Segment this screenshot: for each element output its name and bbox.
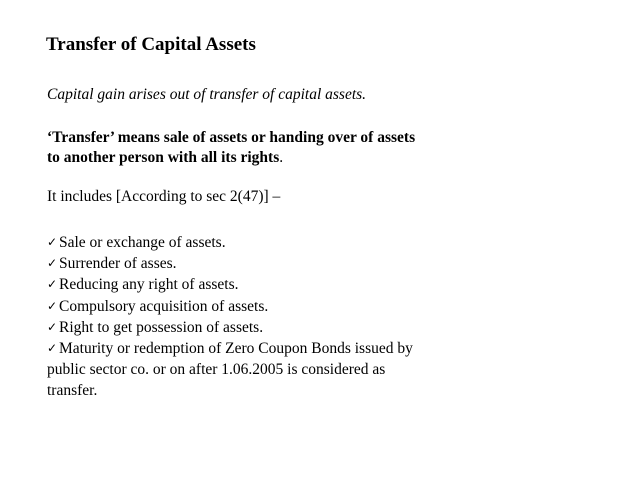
- intro-text: Capital gain arises out of transfer of capital assets.: [47, 86, 367, 103]
- check-mark-icon: ✓: [47, 256, 58, 271]
- list-item-text: Right to get possession of assets.: [59, 318, 264, 336]
- list-item-text: Reducing any right of assets.: [59, 276, 239, 294]
- list-item-text: Compulsory acquisition of assets.: [59, 297, 269, 315]
- list-item: [47, 253, 487, 274]
- slide-title: Transfer of Capital Assets: [46, 34, 256, 55]
- list-item: [47, 338, 487, 402]
- check-mark-icon: ✓: [47, 319, 58, 334]
- definition-line-2-end: .: [279, 149, 284, 166]
- check-mark-icon: ✓: [47, 341, 58, 356]
- list-item-text: Maturity or redemption of Zero Coupon Bonds issued by: [59, 340, 413, 358]
- definition-line-1: ‘Transfer’ means sale of assets or handing over of assets: [47, 129, 416, 146]
- definition-line-2: [47, 148, 487, 168]
- check-mark-icon: ✓: [47, 277, 58, 292]
- list-item: [47, 317, 487, 338]
- list-item: [47, 274, 487, 295]
- list-item-text: Sale or exchange of assets.: [59, 234, 226, 251]
- list-item-text: Surrender of asses.: [59, 255, 177, 273]
- transfer-definition: [47, 128, 487, 168]
- list-item-continuation: transfer.: [47, 382, 98, 400]
- check-mark-icon: ✓: [47, 235, 58, 249]
- list-item: [47, 232, 487, 253]
- check-mark-icon: ✓: [47, 298, 58, 313]
- list-item-continuation: public sector co. or on after 1.06.2005 is considered as: [47, 361, 386, 379]
- includes-heading: It includes [According to sec 2(47)] –: [47, 188, 281, 205]
- transfer-items-list: [47, 232, 487, 402]
- definition-line-2-text: to another person with all its rights: [47, 149, 280, 166]
- list-item: [47, 296, 487, 317]
